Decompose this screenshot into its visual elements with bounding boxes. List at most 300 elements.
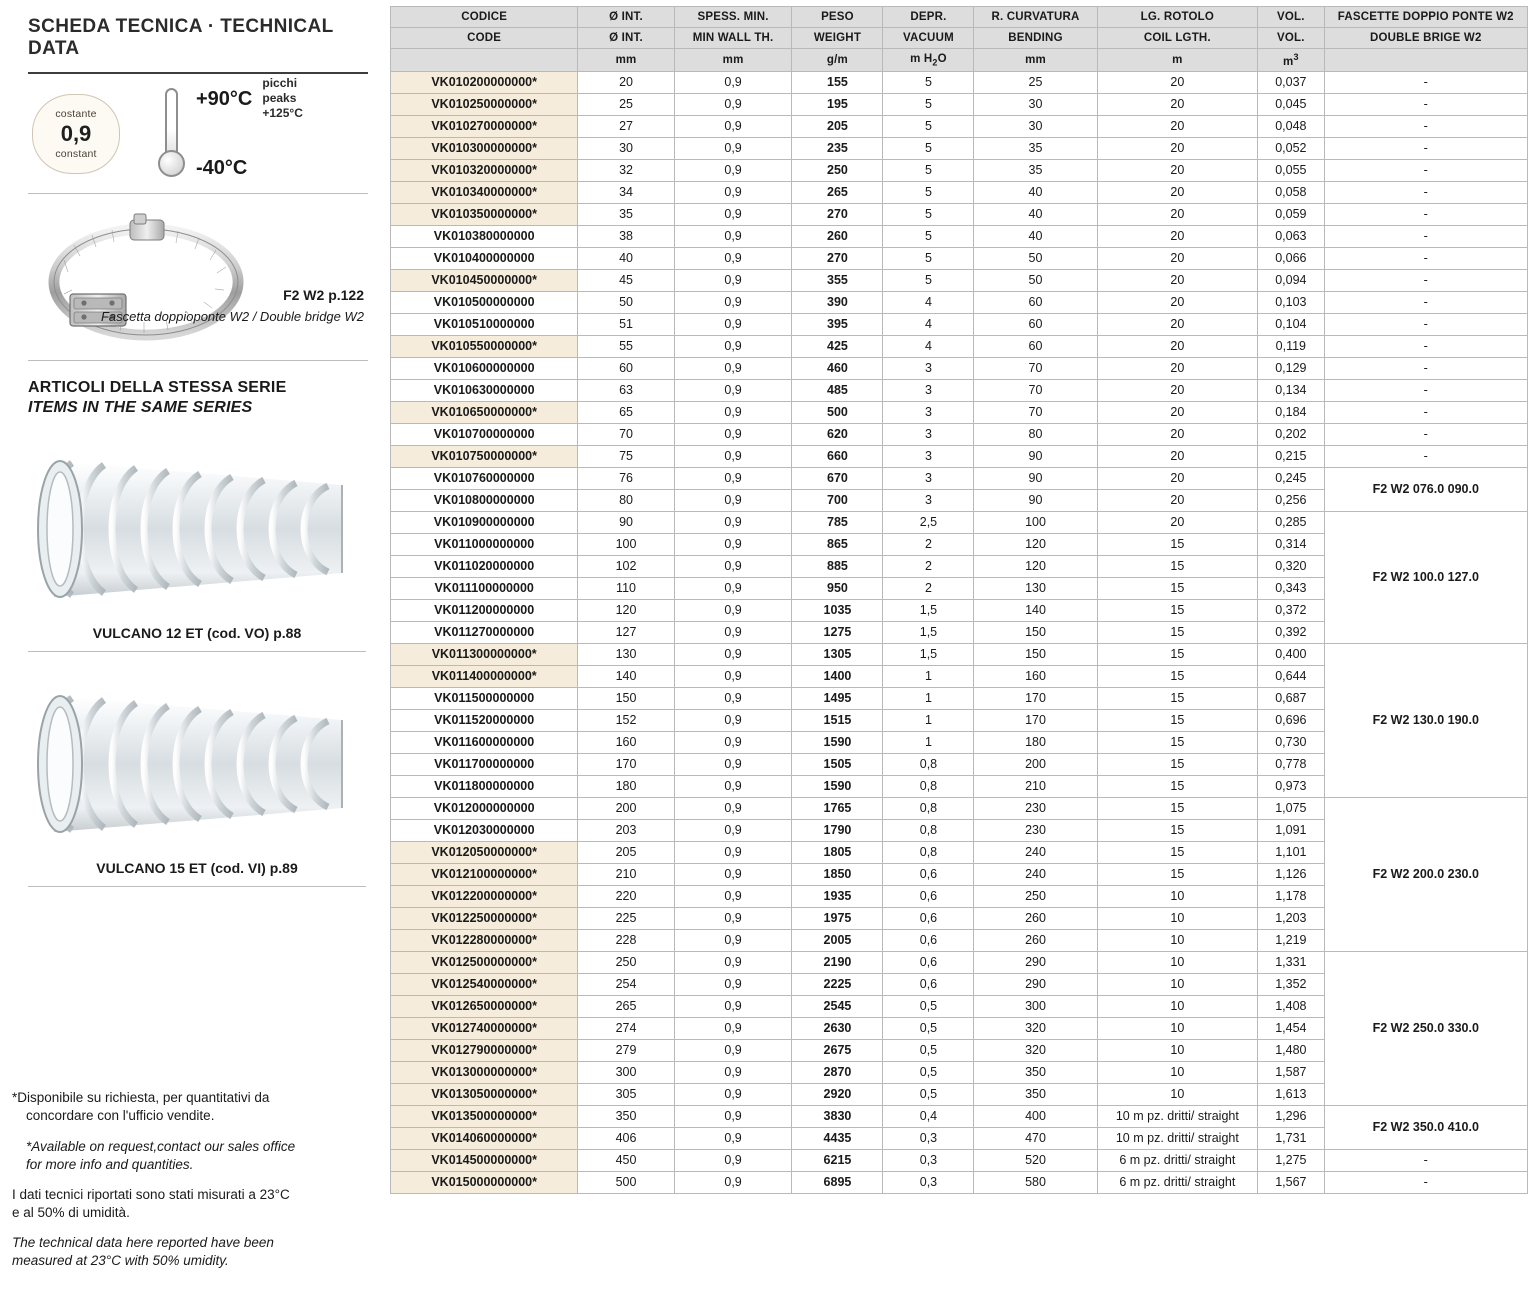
cell-bending-radius: 70 xyxy=(974,379,1097,401)
page-title-it: SCHEDA TECNICA xyxy=(28,16,203,37)
series-heading-it: ARTICOLI DELLA STESSA SERIE xyxy=(28,379,287,396)
th-volume-en: VOL. xyxy=(1258,28,1324,49)
cell-weight: 6215 xyxy=(792,1149,883,1171)
cell-clamp: - xyxy=(1324,357,1527,379)
cell-wall-thickness: 0,9 xyxy=(674,313,792,335)
cell-bending-radius: 350 xyxy=(974,1061,1097,1083)
table-row xyxy=(391,1149,1528,1171)
th-vacuum-it: DEPR. xyxy=(883,7,974,28)
cell-volume: 0,066 xyxy=(1258,247,1324,269)
cell-vacuum: 5 xyxy=(883,137,974,159)
cell-bending-radius: 170 xyxy=(974,687,1097,709)
cell-weight: 260 xyxy=(792,225,883,247)
table-row xyxy=(391,467,1528,489)
peaks-value: +125°C xyxy=(262,106,303,120)
cell-vacuum: 0,6 xyxy=(883,863,974,885)
cell-bending-radius: 350 xyxy=(974,1083,1097,1105)
cell-diameter: 180 xyxy=(578,775,674,797)
unit-clamp xyxy=(1324,49,1527,72)
cell-coil-length: 15 xyxy=(1097,731,1258,753)
cell-diameter: 25 xyxy=(578,93,674,115)
cell-code: VK013000000000* xyxy=(391,1061,578,1083)
cell-weight: 950 xyxy=(792,577,883,599)
cell-bending-radius: 180 xyxy=(974,731,1097,753)
cell-wall-thickness: 0,9 xyxy=(674,1083,792,1105)
cell-clamp: - xyxy=(1324,423,1527,445)
hose-clamp-image xyxy=(34,210,264,345)
cell-weight: 1805 xyxy=(792,841,883,863)
cell-coil-length: 20 xyxy=(1097,511,1258,533)
cell-bending-radius: 30 xyxy=(974,93,1097,115)
cell-volume: 1,480 xyxy=(1258,1039,1324,1061)
cell-bending-radius: 170 xyxy=(974,709,1097,731)
table-row xyxy=(391,797,1528,819)
footnote-measurement-it-l1: I dati tecnici riportati sono stati misurati a 23°C xyxy=(12,1186,290,1202)
cell-diameter: 210 xyxy=(578,863,674,885)
cell-volume: 0,119 xyxy=(1258,335,1324,357)
table-row xyxy=(391,71,1528,93)
cell-wall-thickness: 0,9 xyxy=(674,841,792,863)
cell-vacuum: 1,5 xyxy=(883,621,974,643)
cell-wall-thickness: 0,9 xyxy=(674,885,792,907)
table-row xyxy=(391,269,1528,291)
cell-diameter: 27 xyxy=(578,115,674,137)
header-row-it xyxy=(391,7,1528,28)
cell-coil-length: 20 xyxy=(1097,357,1258,379)
cell-diameter: 279 xyxy=(578,1039,674,1061)
th-weight-it: PESO xyxy=(792,7,883,28)
cell-vacuum: 0,6 xyxy=(883,951,974,973)
cell-vacuum: 4 xyxy=(883,313,974,335)
cell-wall-thickness: 0,9 xyxy=(674,995,792,1017)
unit-code xyxy=(391,49,578,72)
cell-diameter: 38 xyxy=(578,225,674,247)
cell-clamp-group: F2 W2 350.0 410.0 xyxy=(1324,1105,1527,1149)
cell-coil-length: 15 xyxy=(1097,577,1258,599)
cell-code: VK011020000000 xyxy=(391,555,578,577)
cell-weight: 1765 xyxy=(792,797,883,819)
cell-clamp: - xyxy=(1324,401,1527,423)
cell-weight: 2545 xyxy=(792,995,883,1017)
cell-wall-thickness: 0,9 xyxy=(674,753,792,775)
footnote-measurement-en-l2: measured at 23°C with 50% umidity. xyxy=(12,1252,229,1268)
cell-code: VK010550000000* xyxy=(391,335,578,357)
cell-wall-thickness: 0,9 xyxy=(674,643,792,665)
cell-bending-radius: 120 xyxy=(974,555,1097,577)
cell-diameter: 250 xyxy=(578,951,674,973)
cell-weight: 250 xyxy=(792,159,883,181)
cell-code: VK010340000000* xyxy=(391,181,578,203)
table-row xyxy=(391,247,1528,269)
cell-bending-radius: 90 xyxy=(974,489,1097,511)
peaks-label-en: peaks xyxy=(262,91,297,105)
cell-bending-radius: 200 xyxy=(974,753,1097,775)
cell-volume: 0,400 xyxy=(1258,643,1324,665)
cell-vacuum: 2 xyxy=(883,555,974,577)
cell-volume: 1,408 xyxy=(1258,995,1324,1017)
table-row xyxy=(391,93,1528,115)
footnote-availability-en-l1: *Available on request,contact our sales office xyxy=(26,1138,296,1154)
cell-clamp-group: F2 W2 130.0 190.0 xyxy=(1324,643,1527,797)
cell-bending-radius: 60 xyxy=(974,335,1097,357)
cell-coil-length: 10 xyxy=(1097,929,1258,951)
cell-diameter: 150 xyxy=(578,687,674,709)
cell-weight: 785 xyxy=(792,511,883,533)
cell-wall-thickness: 0,9 xyxy=(674,1127,792,1149)
table-row xyxy=(391,379,1528,401)
cell-diameter: 63 xyxy=(578,379,674,401)
cell-wall-thickness: 0,9 xyxy=(674,687,792,709)
cell-diameter: 20 xyxy=(578,71,674,93)
cell-coil-length: 15 xyxy=(1097,555,1258,577)
series-item-2 xyxy=(28,662,368,887)
cell-wall-thickness: 0,9 xyxy=(674,599,792,621)
cell-vacuum: 0,6 xyxy=(883,973,974,995)
cell-weight: 1400 xyxy=(792,665,883,687)
cell-bending-radius: 230 xyxy=(974,797,1097,819)
cell-wall-thickness: 0,9 xyxy=(674,489,792,511)
cell-bending-radius: 120 xyxy=(974,533,1097,555)
cell-coil-length: 20 xyxy=(1097,203,1258,225)
cell-vacuum: 2 xyxy=(883,577,974,599)
cell-coil-length: 15 xyxy=(1097,775,1258,797)
cell-code: VK010600000000 xyxy=(391,357,578,379)
cell-vacuum: 0,5 xyxy=(883,1061,974,1083)
cell-bending-radius: 30 xyxy=(974,115,1097,137)
cell-vacuum: 0,3 xyxy=(883,1149,974,1171)
cell-diameter: 45 xyxy=(578,269,674,291)
cell-vacuum: 0,5 xyxy=(883,1039,974,1061)
cell-weight: 1975 xyxy=(792,907,883,929)
footnote-measurement-en-l1: The technical data here reported have been xyxy=(12,1234,274,1250)
cell-wall-thickness: 0,9 xyxy=(674,335,792,357)
table-row xyxy=(391,643,1528,665)
cell-code: VK011400000000* xyxy=(391,665,578,687)
cell-diameter: 406 xyxy=(578,1127,674,1149)
cell-diameter: 200 xyxy=(578,797,674,819)
cell-coil-length: 20 xyxy=(1097,379,1258,401)
cell-code: VK010320000000* xyxy=(391,159,578,181)
cell-weight: 1495 xyxy=(792,687,883,709)
badge-value: 0,9 xyxy=(60,120,92,146)
footnote-availability-it xyxy=(12,1089,374,1125)
cell-clamp: - xyxy=(1324,225,1527,247)
th-code-it: CODICE xyxy=(391,7,578,28)
cell-wall-thickness: 0,9 xyxy=(674,907,792,929)
cell-diameter: 76 xyxy=(578,467,674,489)
cell-diameter: 350 xyxy=(578,1105,674,1127)
footnote-availability-it-l2: concordare con l'ufficio vendite. xyxy=(26,1108,215,1124)
cell-weight: 1505 xyxy=(792,753,883,775)
unit-vacuum: m $H_2O$ xyxy=(883,49,974,72)
cell-weight: 1035 xyxy=(792,599,883,621)
cell-weight: 620 xyxy=(792,423,883,445)
cell-wall-thickness: 0,9 xyxy=(674,533,792,555)
cell-coil-length: 20 xyxy=(1097,93,1258,115)
cell-code: VK010350000000* xyxy=(391,203,578,225)
cell-vacuum: 0,8 xyxy=(883,753,974,775)
cell-diameter: 102 xyxy=(578,555,674,577)
cell-vacuum: 1 xyxy=(883,665,974,687)
cell-wall-thickness: 0,9 xyxy=(674,731,792,753)
footnote-availability-en xyxy=(12,1138,374,1174)
cell-coil-length: 6 m pz. dritti/ straight xyxy=(1097,1149,1258,1171)
cell-vacuum: 3 xyxy=(883,357,974,379)
th-weight-en: WEIGHT xyxy=(792,28,883,49)
th-wall-en: MIN WALL TH. xyxy=(674,28,792,49)
cell-weight: 4435 xyxy=(792,1127,883,1149)
cell-coil-length: 20 xyxy=(1097,291,1258,313)
cell-code: VK011500000000 xyxy=(391,687,578,709)
cell-wall-thickness: 0,9 xyxy=(674,181,792,203)
cell-wall-thickness: 0,9 xyxy=(674,929,792,951)
cell-weight: 270 xyxy=(792,247,883,269)
cell-wall-thickness: 0,9 xyxy=(674,247,792,269)
cell-wall-thickness: 0,9 xyxy=(674,269,792,291)
cell-diameter: 450 xyxy=(578,1149,674,1171)
cell-weight: 425 xyxy=(792,335,883,357)
cell-code: VK010250000000* xyxy=(391,93,578,115)
cell-diameter: 90 xyxy=(578,511,674,533)
cell-volume: 0,094 xyxy=(1258,269,1324,291)
cell-wall-thickness: 0,9 xyxy=(674,511,792,533)
cell-vacuum: 4 xyxy=(883,291,974,313)
cell-code: VK012500000000* xyxy=(391,951,578,973)
technical-data-table xyxy=(390,6,1528,1194)
cell-clamp: - xyxy=(1324,445,1527,467)
cell-volume: 1,567 xyxy=(1258,1171,1324,1193)
cell-code: VK010200000000* xyxy=(391,71,578,93)
cell-coil-length: 10 xyxy=(1097,951,1258,973)
cell-volume: 0,730 xyxy=(1258,731,1324,753)
cell-vacuum: 0,5 xyxy=(883,1083,974,1105)
table-row xyxy=(391,1105,1528,1127)
cell-bending-radius: 320 xyxy=(974,1017,1097,1039)
cell-coil-length: 6 m pz. dritti/ straight xyxy=(1097,1171,1258,1193)
cell-wall-thickness: 0,9 xyxy=(674,115,792,137)
header-row-units xyxy=(391,49,1528,72)
cell-wall-thickness: 0,9 xyxy=(674,951,792,973)
cell-volume: 0,129 xyxy=(1258,357,1324,379)
cell-clamp-group: F2 W2 076.0 090.0 xyxy=(1324,467,1527,511)
cell-vacuum: 5 xyxy=(883,247,974,269)
cell-vacuum: 3 xyxy=(883,379,974,401)
cell-vacuum: 0,8 xyxy=(883,819,974,841)
cell-weight: 390 xyxy=(792,291,883,313)
cell-weight: 865 xyxy=(792,533,883,555)
cell-bending-radius: 40 xyxy=(974,225,1097,247)
cell-weight: 485 xyxy=(792,379,883,401)
cell-wall-thickness: 0,9 xyxy=(674,1105,792,1127)
cell-volume: 1,178 xyxy=(1258,885,1324,907)
cell-vacuum: 1 xyxy=(883,731,974,753)
cell-coil-length: 10 xyxy=(1097,1039,1258,1061)
cell-volume: 0,320 xyxy=(1258,555,1324,577)
table-header xyxy=(391,7,1528,72)
series-item-1 xyxy=(28,427,368,652)
cell-weight: 205 xyxy=(792,115,883,137)
cell-wall-thickness: 0,9 xyxy=(674,819,792,841)
cell-code: VK012030000000 xyxy=(391,819,578,841)
cell-diameter: 80 xyxy=(578,489,674,511)
cell-bending-radius: 260 xyxy=(974,929,1097,951)
table-row xyxy=(391,313,1528,335)
cell-coil-length: 15 xyxy=(1097,753,1258,775)
footnote-availability-it-l1: *Disponibile su richiesta, per quantitativi da xyxy=(12,1090,270,1106)
cell-vacuum: 5 xyxy=(883,159,974,181)
cell-coil-length: 20 xyxy=(1097,115,1258,137)
cell-volume: 1,454 xyxy=(1258,1017,1324,1039)
cell-code: VK012740000000* xyxy=(391,1017,578,1039)
cell-code: VK012540000000* xyxy=(391,973,578,995)
table-row xyxy=(391,181,1528,203)
cell-wall-thickness: 0,9 xyxy=(674,621,792,643)
cell-coil-length: 10 xyxy=(1097,995,1258,1017)
cell-coil-length: 20 xyxy=(1097,159,1258,181)
cell-volume: 0,372 xyxy=(1258,599,1324,621)
cell-clamp: - xyxy=(1324,247,1527,269)
cell-coil-length: 20 xyxy=(1097,269,1258,291)
cell-code: VK010300000000* xyxy=(391,137,578,159)
cell-coil-length: 20 xyxy=(1097,445,1258,467)
cell-weight: 1935 xyxy=(792,885,883,907)
cell-wall-thickness: 0,9 xyxy=(674,71,792,93)
cell-coil-length: 20 xyxy=(1097,335,1258,357)
th-bending-en: BENDING xyxy=(974,28,1097,49)
th-vacuum-en: VACUUM xyxy=(883,28,974,49)
cell-wall-thickness: 0,9 xyxy=(674,1171,792,1193)
cell-coil-length: 10 xyxy=(1097,907,1258,929)
cell-code: VK012650000000* xyxy=(391,995,578,1017)
cell-volume: 0,058 xyxy=(1258,181,1324,203)
cell-volume: 0,256 xyxy=(1258,489,1324,511)
cell-diameter: 70 xyxy=(578,423,674,445)
cell-bending-radius: 40 xyxy=(974,181,1097,203)
cell-weight: 265 xyxy=(792,181,883,203)
same-series-heading xyxy=(28,361,368,417)
cell-volume: 1,126 xyxy=(1258,863,1324,885)
cell-volume: 1,613 xyxy=(1258,1083,1324,1105)
wall-thickness-badge xyxy=(32,94,120,174)
cell-bending-radius: 300 xyxy=(974,995,1097,1017)
cell-wall-thickness: 0,9 xyxy=(674,159,792,181)
clamp-caption xyxy=(101,287,364,324)
cell-wall-thickness: 0,9 xyxy=(674,357,792,379)
cell-bending-radius: 90 xyxy=(974,445,1097,467)
table-row xyxy=(391,1171,1528,1193)
cell-coil-length: 10 xyxy=(1097,885,1258,907)
cell-diameter: 60 xyxy=(578,357,674,379)
cell-bending-radius: 70 xyxy=(974,401,1097,423)
cell-bending-radius: 80 xyxy=(974,423,1097,445)
cell-coil-length: 10 xyxy=(1097,1083,1258,1105)
series-item-2-caption: VULCANO 15 ET (cod. VI) p.89 xyxy=(28,852,366,887)
page-title-separator: · xyxy=(202,16,221,37)
cell-bending-radius: 35 xyxy=(974,137,1097,159)
cell-volume: 1,219 xyxy=(1258,929,1324,951)
cell-vacuum: 3 xyxy=(883,467,974,489)
cell-wall-thickness: 0,9 xyxy=(674,555,792,577)
cell-diameter: 120 xyxy=(578,599,674,621)
footnotes xyxy=(12,1089,374,1282)
cell-volume: 1,296 xyxy=(1258,1105,1324,1127)
cell-volume: 0,687 xyxy=(1258,687,1324,709)
cell-code: VK012280000000* xyxy=(391,929,578,951)
cell-volume: 1,731 xyxy=(1258,1127,1324,1149)
cell-volume: 0,644 xyxy=(1258,665,1324,687)
cell-diameter: 300 xyxy=(578,1061,674,1083)
cell-weight: 1590 xyxy=(792,731,883,753)
cell-volume: 0,392 xyxy=(1258,621,1324,643)
cell-vacuum: 1,5 xyxy=(883,599,974,621)
cell-wall-thickness: 0,9 xyxy=(674,467,792,489)
cell-volume: 0,245 xyxy=(1258,467,1324,489)
cell-coil-length: 20 xyxy=(1097,181,1258,203)
cell-clamp: - xyxy=(1324,203,1527,225)
cell-coil-length: 15 xyxy=(1097,621,1258,643)
cell-wall-thickness: 0,9 xyxy=(674,709,792,731)
unit-diameter: mm xyxy=(578,49,674,72)
cell-weight: 700 xyxy=(792,489,883,511)
cell-weight: 155 xyxy=(792,71,883,93)
clamp-description: Fascetta doppioponte W2 / Double bridge W2 xyxy=(100,309,364,324)
badge-label-en: constant xyxy=(55,147,97,160)
cell-vacuum: 5 xyxy=(883,115,974,137)
temperature-peaks xyxy=(262,74,303,121)
cell-volume: 0,285 xyxy=(1258,511,1324,533)
series-heading-en: ITEMS IN THE SAME SERIES xyxy=(28,399,253,416)
th-bending-it: R. CURVATURA xyxy=(974,7,1097,28)
cell-volume: 0,037 xyxy=(1258,71,1324,93)
cell-clamp: - xyxy=(1324,71,1527,93)
cell-volume: 0,055 xyxy=(1258,159,1324,181)
table-row xyxy=(391,225,1528,247)
cell-code: VK011700000000 xyxy=(391,753,578,775)
cell-volume: 1,075 xyxy=(1258,797,1324,819)
cell-coil-length: 10 m pz. dritti/ straight xyxy=(1097,1105,1258,1127)
table-row xyxy=(391,951,1528,973)
cell-wall-thickness: 0,9 xyxy=(674,1039,792,1061)
cell-vacuum: 0,6 xyxy=(883,907,974,929)
cell-wall-thickness: 0,9 xyxy=(674,1017,792,1039)
cell-diameter: 254 xyxy=(578,973,674,995)
cell-clamp: - xyxy=(1324,137,1527,159)
cell-coil-length: 10 xyxy=(1097,1061,1258,1083)
table-row xyxy=(391,115,1528,137)
cell-weight: 2630 xyxy=(792,1017,883,1039)
cell-diameter: 170 xyxy=(578,753,674,775)
cell-vacuum: 0,6 xyxy=(883,929,974,951)
cell-coil-length: 20 xyxy=(1097,467,1258,489)
cell-wall-thickness: 0,9 xyxy=(674,1061,792,1083)
cell-clamp: - xyxy=(1324,1149,1527,1171)
cell-wall-thickness: 0,9 xyxy=(674,93,792,115)
cell-coil-length: 20 xyxy=(1097,423,1258,445)
cell-bending-radius: 150 xyxy=(974,643,1097,665)
unit-bending: mm xyxy=(974,49,1097,72)
cell-diameter: 51 xyxy=(578,313,674,335)
th-code-en: CODE xyxy=(391,28,578,49)
cell-diameter: 34 xyxy=(578,181,674,203)
cell-vacuum: 0,8 xyxy=(883,775,974,797)
cell-code: VK010630000000 xyxy=(391,379,578,401)
cell-clamp-group: F2 W2 100.0 127.0 xyxy=(1324,511,1527,643)
cell-diameter: 35 xyxy=(578,203,674,225)
cell-bending-radius: 290 xyxy=(974,951,1097,973)
cell-diameter: 130 xyxy=(578,643,674,665)
clamp-section xyxy=(28,194,368,361)
cell-bending-radius: 60 xyxy=(974,313,1097,335)
